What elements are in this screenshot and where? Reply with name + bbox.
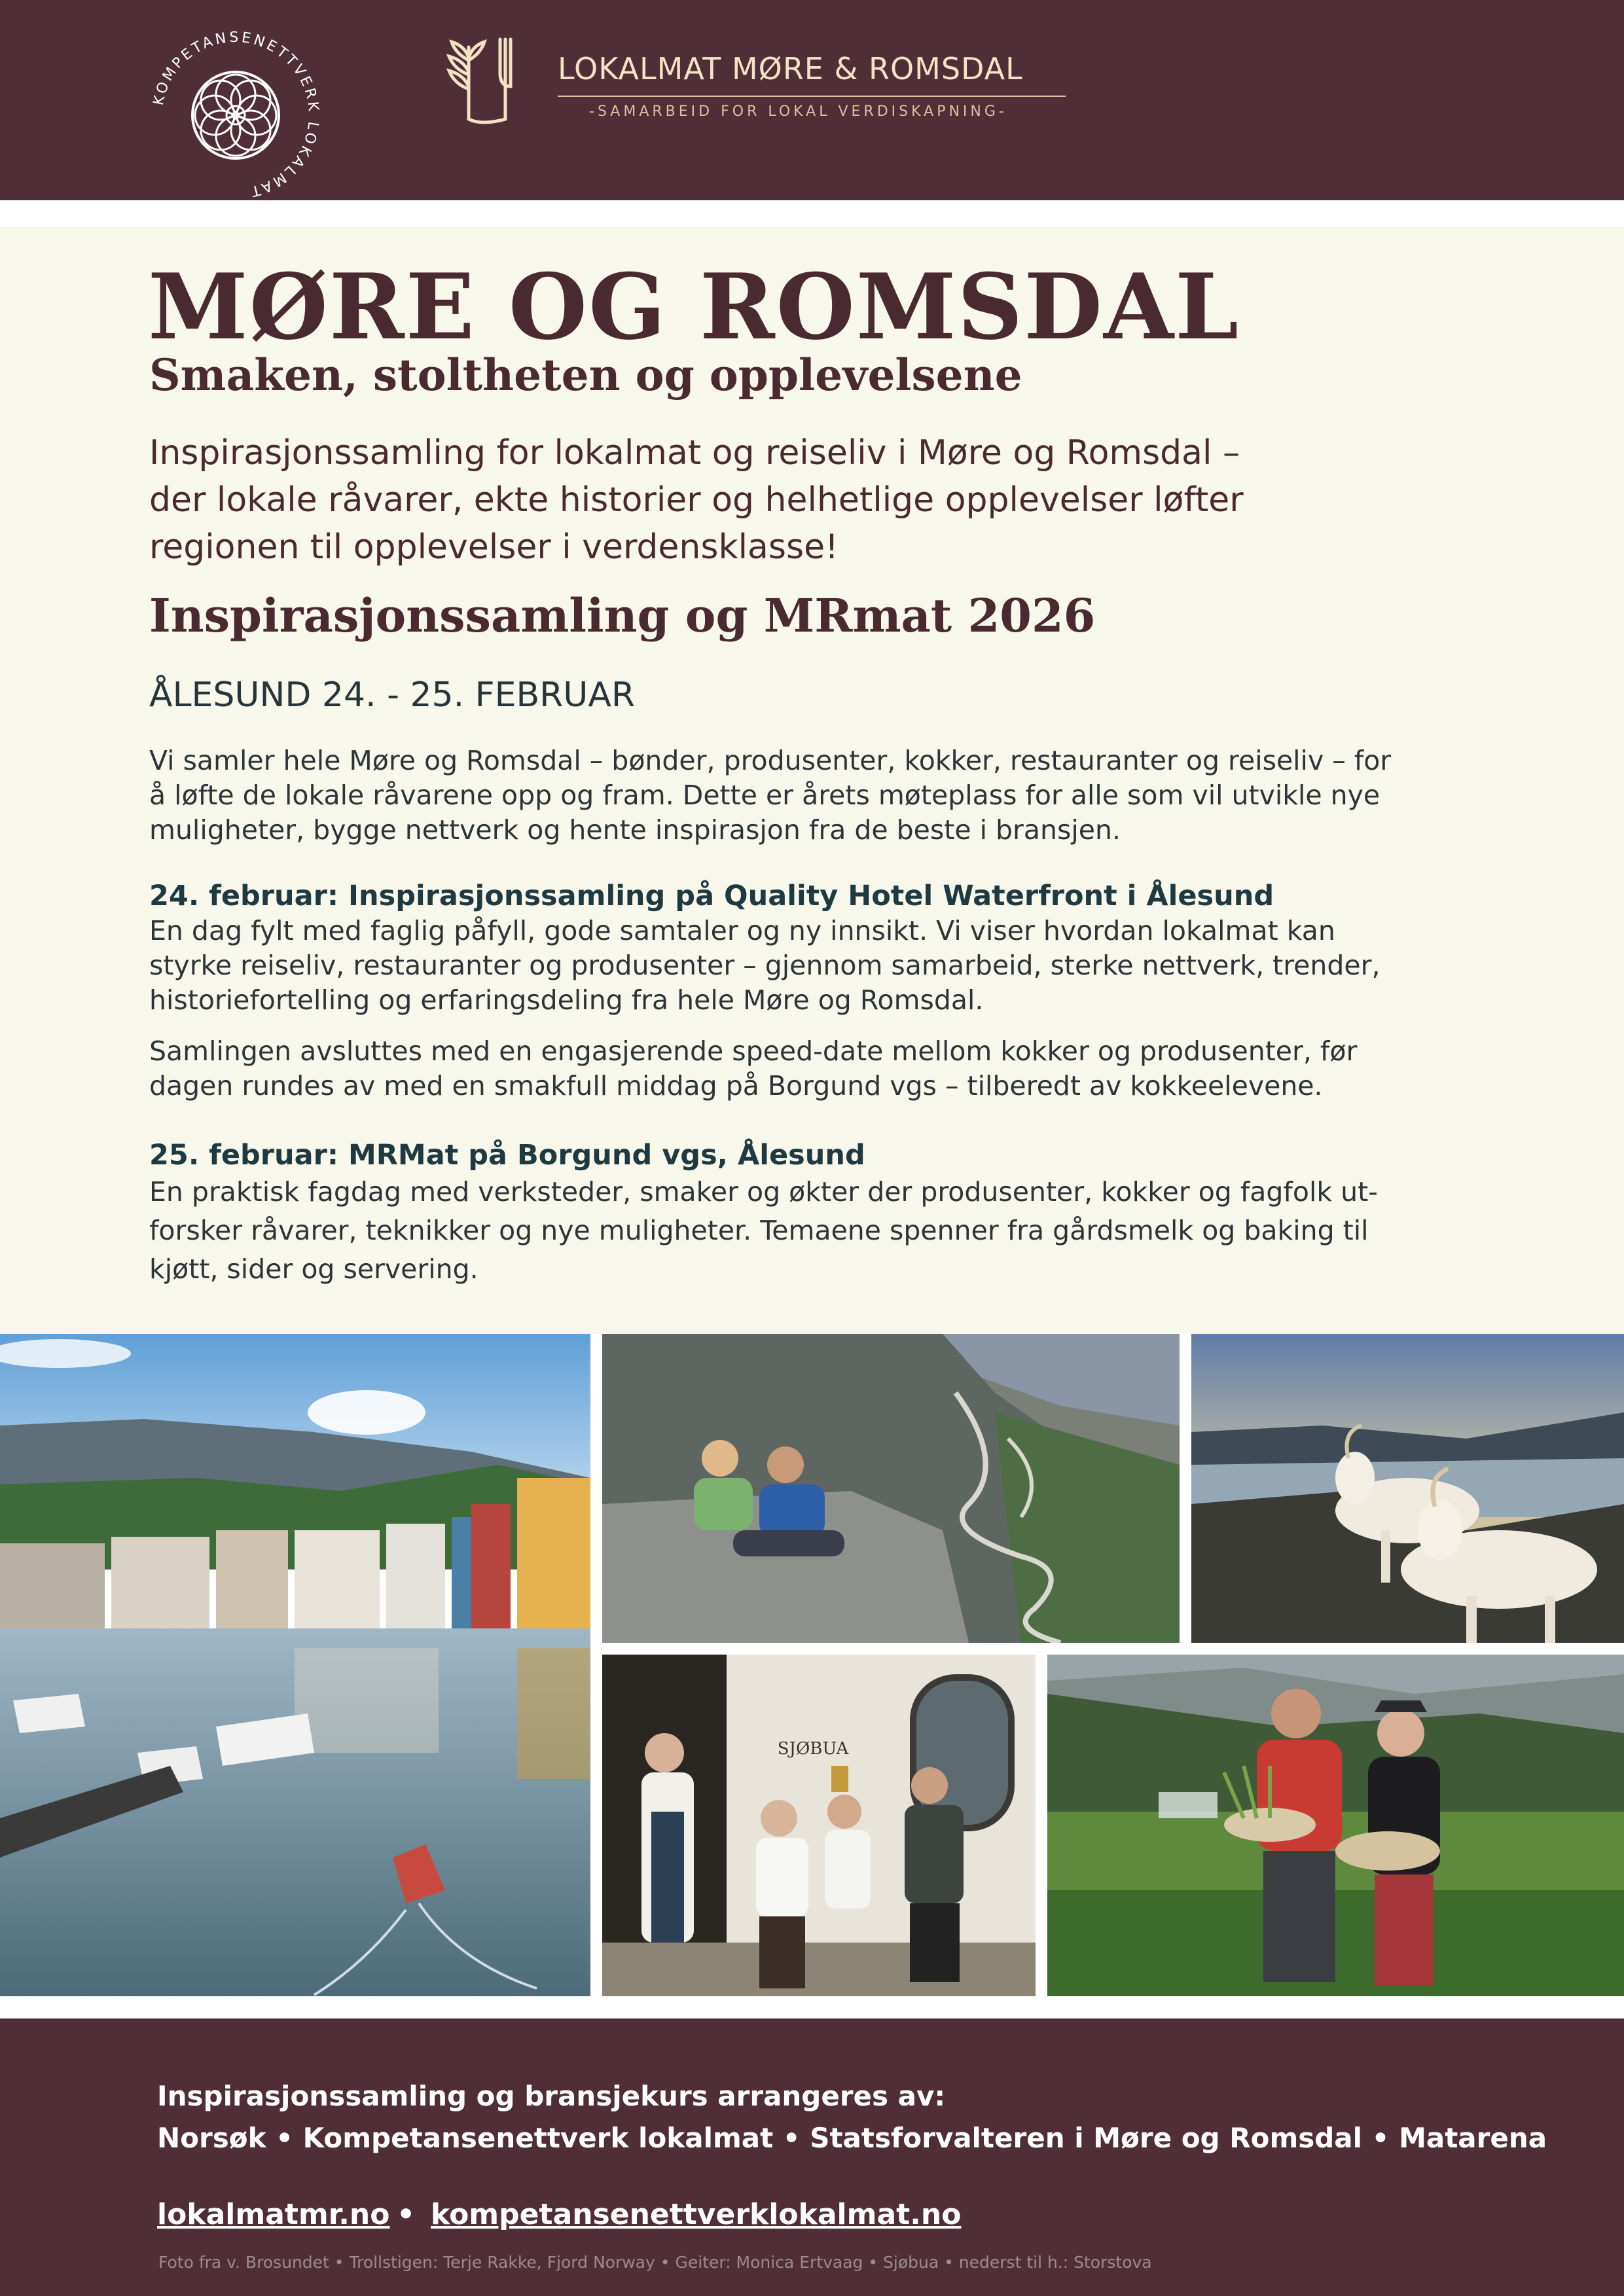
- photo-sjobua-staff: [602, 1655, 1036, 1996]
- day1-paragraph: [149, 914, 1485, 1018]
- text-line: Vi samler hele Møre og Romsdal – bønder, produsenter, kokker, restauranter og reiseliv – for: [149, 745, 1392, 776]
- organizers-heading: Inspirasjonssamling og bransjekurs arrangeres av:: [157, 2080, 946, 2112]
- page-title: MØRE OG ROMSDAL: [148, 253, 1240, 360]
- brand-title: LOKALMAT MØRE & ROMSDAL: [558, 51, 1023, 86]
- photo-goats: [1191, 1334, 1624, 1643]
- link-kompetansenettverk[interactable]: kompetansenettverklokalmat.no: [431, 2198, 962, 2231]
- text-line: å løfte de lokale råvarene opp og fram. Dette er årets møteplass for alle som vil utvikle nye: [149, 780, 1380, 811]
- kompetansenettverk-seal-logo: [145, 25, 326, 206]
- day1-heading: 24. februar: Inspirasjonssamling på Quality Hotel Waterfront i Ålesund: [149, 880, 1274, 912]
- text-line: historiefortelling og erfaringsdeling fra hele Møre og Romsdal.: [149, 984, 984, 1016]
- header-spacer: [0, 200, 1624, 226]
- link-separator: •: [397, 2198, 416, 2231]
- svg-text:KOMPETANSENETTVERK LOKALMAT: KOMPETANSENETTVERK LOKALMAT: [150, 29, 322, 200]
- description-paragraph: [149, 744, 1485, 848]
- text-line: Samlingen avsluttes med en engasjerende speed-date mellom kokker og produsenter, før: [149, 1035, 1358, 1067]
- day1-extra-paragraph: [149, 1034, 1485, 1103]
- day2-heading: 25. februar: MRMat på Borgund vgs, Ålesund: [149, 1139, 865, 1172]
- text-line: styrke reiseliv, restauranter og produsenter – gjennom samarbeid, sterke nettverk, trender,: [149, 950, 1380, 981]
- photo-farmers-garden: [1047, 1655, 1624, 1996]
- photo-alesund-harbour: [0, 1334, 590, 1996]
- photo-trollstigen: [602, 1334, 1180, 1643]
- brand-divider: [558, 96, 1066, 97]
- text-line: En praktisk fagdag med verksteder, smaker og økter der produsenter, kokker og fagfolk ut-: [149, 1176, 1378, 1208]
- photo-credits: Foto fra v. Brosundet • Trollstigen: Terje Rakke, Fjord Norway • Geiter: Monica Ertvaag • Sjøbua • nederst til h.: Storstova: [158, 2253, 1152, 2272]
- brand-subtitle: -SAMARBEID FOR LOKAL VERDISKAPNING-: [589, 103, 1007, 120]
- day2-paragraph: [149, 1173, 1485, 1289]
- intro-line: der lokale råvarer, ekte historier og helhetlige opplevelser løfter: [149, 480, 1244, 520]
- event-place-date: ÅLESUND 24. - 25. FEBRUAR: [149, 675, 636, 715]
- event-title: Inspirasjonssamling og MRmat 2026: [149, 588, 1096, 643]
- link-lokalmatmr[interactable]: lokalmatmr.no: [157, 2198, 390, 2231]
- organizers-list: Norsøk • Kompetansenettverk lokalmat • Statsforvalteren i Møre og Romsdal • Matarena: [157, 2122, 1547, 2154]
- intro-line: regionen til opplevelser i verdensklasse!: [149, 528, 839, 567]
- text-line: forsker råvarer, teknikker og nye muligheter. Temaene spenner fra gårdsmelk og baking til: [149, 1215, 1369, 1246]
- text-line: dagen rundes av med en smakfull middag på Borgund vgs – tilberedt av kokkeelevene.: [149, 1070, 1323, 1102]
- intro-line: Inspirasjonssamling for lokalmat og reiseliv i Møre og Romsdal –: [149, 433, 1240, 473]
- page-subtitle: Smaken, stoltheten og opplevelsene: [149, 350, 1022, 401]
- wheat-fork-icon: [442, 34, 522, 126]
- text-line: kjøtt, sider og servering.: [149, 1253, 478, 1285]
- text-line: muligheter, bygge nettverk og hente inspirasjon fra de beste i bransjen.: [149, 814, 1121, 846]
- intro-text: [149, 429, 1498, 571]
- sjobua-sign-text: SJØBUA: [777, 1739, 849, 1759]
- text-line: En dag fylt med faglig påfyll, gode samtaler og ny innsikt. Vi viser hvordan lokalmat kan: [149, 915, 1335, 946]
